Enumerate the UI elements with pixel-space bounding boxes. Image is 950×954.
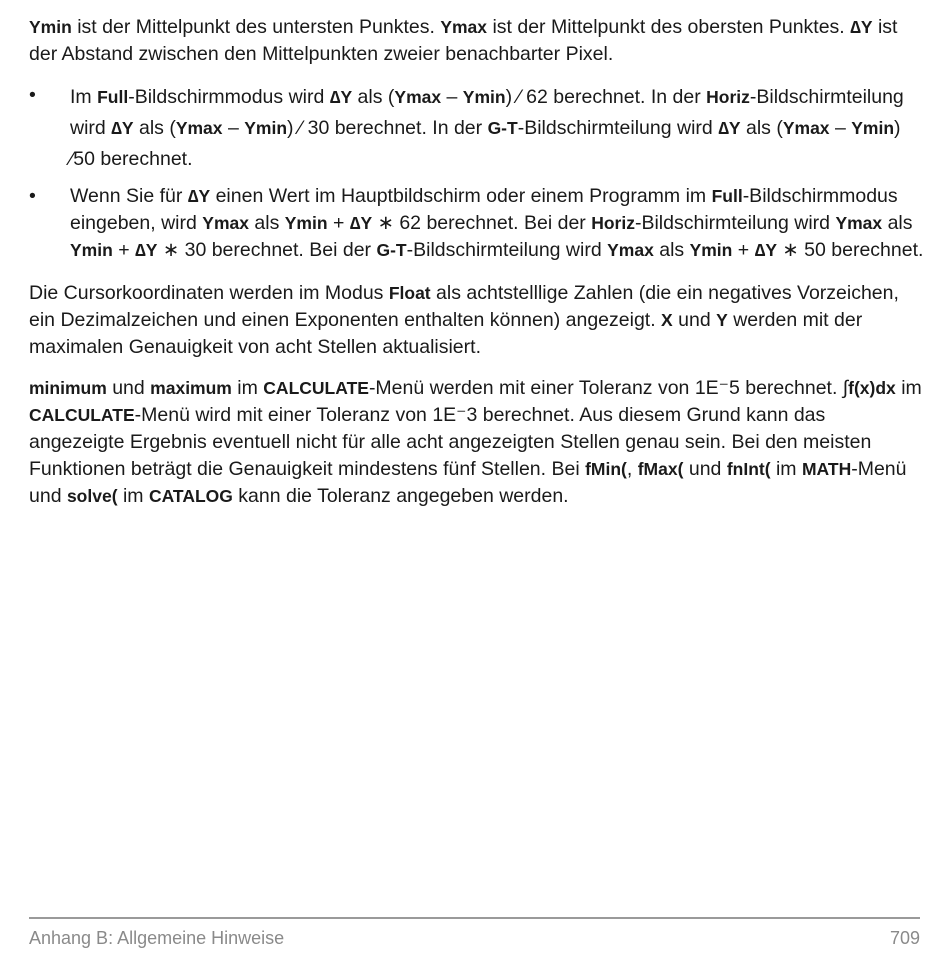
footer-page-number: 709 bbox=[889, 928, 920, 948]
text-span: und bbox=[672, 309, 717, 331]
keyword-ymin: Ymin bbox=[284, 213, 328, 233]
text-span: ∗ 62 berechnet. Bei der bbox=[372, 212, 592, 234]
keyword-calculate: CALCULATE bbox=[29, 405, 135, 425]
text-span: im bbox=[231, 377, 264, 399]
footer-chapter-title: Anhang B: Allgemeine Hinweise bbox=[29, 928, 285, 948]
keyword-ymax: Ymax bbox=[394, 87, 442, 107]
text-span: ∗ 50 berechnet. bbox=[777, 239, 924, 261]
bullet-text bbox=[70, 82, 924, 175]
keyword-ymax: Ymax bbox=[835, 213, 883, 233]
text-span: ist der Abstand zwischen den Mittelpunkten zweier benachbarter Pixel. bbox=[29, 16, 898, 65]
paragraph-tolerance bbox=[29, 375, 924, 510]
bullet-item-delta-y-calc bbox=[29, 82, 924, 175]
keyword-gt: G-T bbox=[487, 118, 518, 138]
keyword-ymax: Ymax bbox=[607, 240, 654, 260]
keyword-ymin: Ymin bbox=[462, 87, 506, 107]
text-span: ) ⁄ 62 berechnet. In der bbox=[505, 86, 707, 108]
keyword-full: Full bbox=[97, 87, 129, 107]
text-span: im bbox=[770, 458, 802, 480]
keyword-math: MATH bbox=[801, 459, 852, 479]
text-span: als bbox=[248, 212, 285, 234]
text-span: Im bbox=[70, 86, 98, 108]
keyword-ymin: Ymin bbox=[244, 118, 288, 138]
text-span: – bbox=[441, 86, 463, 108]
text-span: + bbox=[327, 212, 350, 234]
text-span: ist der Mittelpunkt des obersten Punktes. bbox=[487, 16, 851, 38]
text-span: + bbox=[112, 239, 136, 261]
text-span: werden mit der maximalen Genauigkeit von acht Stellen aktualisiert. bbox=[29, 309, 863, 358]
text-span: -Menü wird mit einer Toleranz von 1E⁻3 berechnet. Aus diesem Grund kann das angezeigte Ergebnis eventuell nicht für alle acht angezeigten Stellen genau sein. Bei den meisten Funktionen beträgt die Genauigkeit mindestens fünf Stellen. Bei bbox=[29, 404, 872, 480]
text-span: als bbox=[882, 212, 913, 234]
text-span: -Menü und bbox=[29, 458, 907, 507]
keyword-minimum: minimum bbox=[29, 378, 107, 398]
text-span: , bbox=[626, 458, 638, 480]
text-span: -Menü werden mit einer Toleranz von 1E⁻5 berechnet. bbox=[368, 377, 843, 399]
keyword-delta-y: ∆Y bbox=[349, 213, 373, 233]
keyword-y: Y bbox=[716, 310, 728, 330]
text-span: + bbox=[732, 239, 755, 261]
keyword-ymin: Ymin bbox=[851, 118, 895, 138]
keyword-maximum: maximum bbox=[150, 378, 232, 398]
keyword-ymax: Ymax bbox=[782, 118, 830, 138]
text-span: im bbox=[117, 485, 149, 507]
keyword-ymin: Ymin bbox=[689, 240, 733, 260]
keyword-horiz: Horiz bbox=[591, 213, 635, 233]
text-span: Wenn Sie für bbox=[70, 185, 188, 207]
bullet-text bbox=[70, 183, 924, 264]
text-span: als bbox=[653, 239, 690, 261]
text-span: – bbox=[829, 117, 852, 139]
bullet-marker: • bbox=[29, 185, 36, 207]
keyword-ymax: Ymax bbox=[175, 118, 223, 138]
text-span: kann die Toleranz angegeben werden. bbox=[232, 485, 569, 507]
text-span: -Bildschirmteilung wird bbox=[634, 212, 836, 234]
keyword-delta-y: ∆Y bbox=[111, 118, 134, 138]
text-span: einen Wert im Hauptbildschirm oder einem Programm im bbox=[210, 185, 712, 207]
text-span: ∗ 30 berechnet. Bei der bbox=[157, 239, 377, 261]
keyword-solve: solve( bbox=[66, 486, 118, 506]
text-span: ) ⁄50 berechnet. bbox=[70, 117, 901, 170]
text-span: -Bildschirmmodus wird bbox=[128, 86, 330, 108]
bullet-marker: • bbox=[29, 84, 36, 106]
text-span: und bbox=[683, 458, 727, 480]
keyword-delta-y: ∆Y bbox=[135, 240, 158, 260]
bullet-list bbox=[29, 82, 924, 264]
text-span: Die Cursorkoordinaten werden im Modus bbox=[29, 282, 389, 304]
keyword-calculate: CALCULATE bbox=[263, 378, 369, 398]
keyword-fnint: fnInt( bbox=[726, 459, 771, 479]
text-span: als ( bbox=[740, 117, 783, 139]
text-span: ist der Mittelpunkt des untersten Punktes. bbox=[71, 16, 441, 38]
text-span: im bbox=[895, 377, 922, 399]
keyword-x: X bbox=[661, 310, 673, 330]
keyword-float: Float bbox=[388, 283, 431, 303]
keyword-fxdx: f(x)dx bbox=[848, 378, 896, 398]
keyword-ymax: Ymax bbox=[440, 17, 488, 37]
text-span: als ( bbox=[133, 117, 176, 139]
keyword-delta-y: ∆Y bbox=[187, 186, 211, 206]
keyword-delta-y: ∆Y bbox=[329, 87, 353, 107]
keyword-delta-y: ∆Y bbox=[718, 118, 741, 138]
paragraph-ymin-ymax bbox=[29, 14, 924, 68]
page-content bbox=[29, 14, 924, 510]
footer-divider bbox=[29, 917, 920, 919]
bullet-item-ymax-calc bbox=[29, 183, 924, 264]
text-span: als achtstelllige Zahlen (die ein negatives Vorzeichen, ein Dezimalzeichen und einen Exponenten enthalten können) angezeigt. bbox=[29, 282, 899, 331]
integral-sign: ∫ bbox=[842, 377, 849, 399]
text-span: -Bildschirmteilung wird bbox=[70, 86, 904, 139]
keyword-ymax: Ymax bbox=[202, 213, 249, 233]
keyword-gt: G-T bbox=[376, 240, 407, 260]
text-span: -Bildschirmteilung wird bbox=[517, 117, 719, 139]
text-span: -Bildschirmteilung wird bbox=[406, 239, 608, 261]
text-span: ) ⁄ 30 berechnet. In der bbox=[287, 117, 488, 139]
keyword-horiz: Horiz bbox=[706, 87, 750, 107]
keyword-ymin: Ymin bbox=[29, 17, 72, 37]
keyword-fmin: fMin( bbox=[585, 459, 627, 479]
text-span: -Bildschirmmodus eingeben, wird bbox=[70, 185, 898, 234]
text-span: und bbox=[106, 377, 151, 399]
keyword-delta-y: ∆Y bbox=[850, 17, 873, 37]
paragraph-cursor-coordinates bbox=[29, 280, 924, 361]
keyword-fmax: fMax( bbox=[637, 459, 684, 479]
keyword-catalog: CATALOG bbox=[148, 486, 233, 506]
keyword-full: Full bbox=[711, 186, 743, 206]
keyword-delta-y: ∆Y bbox=[754, 240, 777, 260]
keyword-ymin: Ymin bbox=[70, 240, 113, 260]
text-span: – bbox=[222, 117, 245, 139]
text-span: als ( bbox=[352, 86, 395, 108]
